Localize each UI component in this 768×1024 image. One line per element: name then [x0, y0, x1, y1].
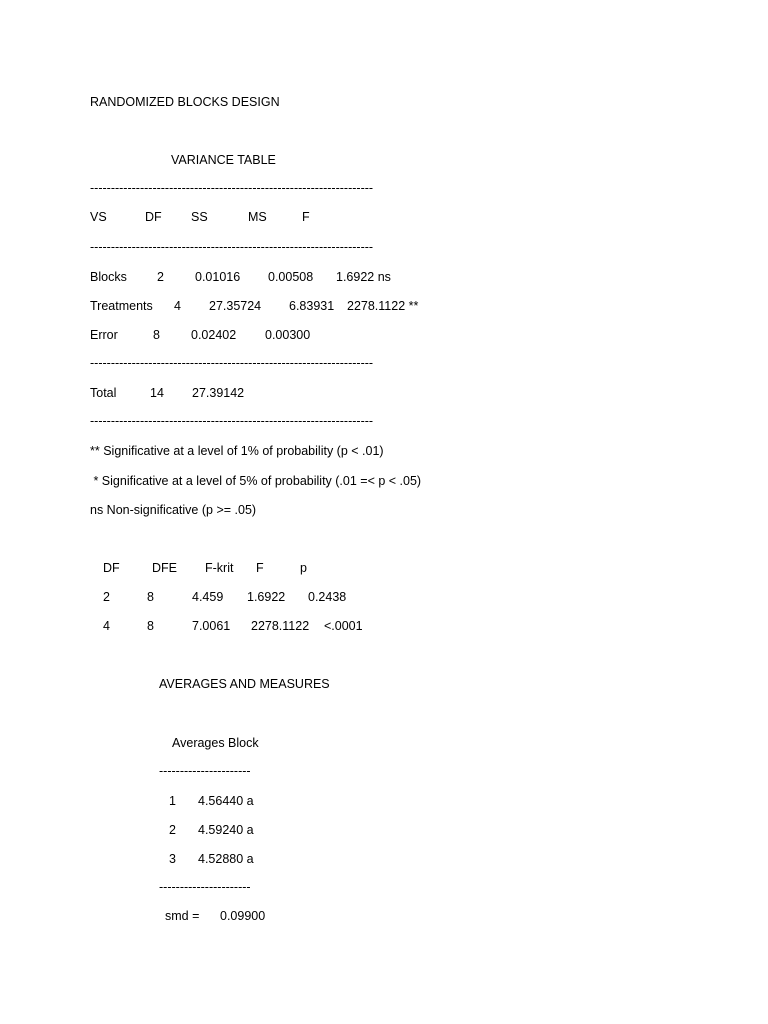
block-average: 4.56440 a — [198, 794, 254, 808]
averages-subheading: Averages Block — [172, 736, 259, 750]
rule-line: -------------------------------------------------------------------- — [90, 181, 374, 195]
row-vs: Treatments — [90, 299, 153, 313]
ftest-cell: 4.459 — [192, 590, 224, 604]
row-f: 2278.1122 ** — [347, 299, 419, 313]
ftest-cell: 7.0061 — [192, 619, 231, 633]
total-ss: 27.39142 — [192, 386, 245, 400]
ftest-cell: 0.2438 — [308, 590, 347, 604]
ftest-cell: 2278.1122 — [251, 619, 310, 633]
total-vs: Total — [90, 386, 117, 400]
ftest-header-f: F — [256, 561, 264, 575]
ftest-header-dfe: DFE — [152, 561, 177, 575]
ftest-cell: 8 — [147, 590, 154, 604]
row-ss: 0.02402 — [191, 328, 237, 342]
significance-note: ns Non-significative (p >= .05) — [90, 503, 257, 517]
rule-line: -------------------------------------------------------------------- — [90, 356, 374, 370]
col-header-ss: SS — [191, 210, 208, 224]
row-df: 2 — [157, 270, 164, 284]
col-header-ms: MS — [248, 210, 267, 224]
ftest-cell: 8 — [147, 619, 154, 633]
block-average: 4.59240 a — [198, 823, 254, 837]
variance-table-heading: VARIANCE TABLE — [171, 153, 276, 167]
col-header-f: F — [302, 210, 310, 224]
significance-note: * Significative at a level of 5% of probability (.01 =< p < .05) — [90, 474, 422, 488]
rule-line: ---------------------- — [159, 880, 251, 894]
row-vs: Error — [90, 328, 118, 342]
rule-line: -------------------------------------------------------------------- — [90, 414, 374, 428]
row-ms: 0.00508 — [268, 270, 314, 284]
averages-heading: AVERAGES AND MEASURES — [159, 677, 330, 691]
document-title: RANDOMIZED BLOCKS DESIGN — [90, 95, 280, 109]
row-df: 8 — [153, 328, 160, 342]
row-df: 4 — [174, 299, 181, 313]
row-f: 1.6922 ns — [336, 270, 391, 284]
ftest-cell: 4 — [103, 619, 110, 633]
ftest-header-fkrit: F-krit — [205, 561, 234, 575]
significance-note: ** Significative at a level of 1% of probability (p < .01) — [90, 444, 384, 458]
block-number: 2 — [169, 823, 176, 837]
row-ss: 0.01016 — [195, 270, 241, 284]
ftest-header-p: p — [300, 561, 307, 575]
row-ms: 0.00300 — [265, 328, 311, 342]
ftest-cell: <.0001 — [324, 619, 363, 633]
col-header-df: DF — [145, 210, 162, 224]
block-number: 1 — [169, 794, 176, 808]
row-vs: Blocks — [90, 270, 127, 284]
ftest-header-df: DF — [103, 561, 120, 575]
col-header-vs: VS — [90, 210, 107, 224]
row-ms: 6.83931 — [289, 299, 335, 313]
rule-line: -------------------------------------------------------------------- — [90, 240, 374, 254]
rule-line: ---------------------- — [159, 764, 251, 778]
smd-value: 0.09900 — [220, 909, 266, 923]
smd-label: smd = — [165, 909, 200, 923]
block-number: 3 — [169, 852, 176, 866]
ftest-cell: 2 — [103, 590, 110, 604]
ftest-cell: 1.6922 — [247, 590, 286, 604]
block-average: 4.52880 a — [198, 852, 254, 866]
row-ss: 27.35724 — [209, 299, 262, 313]
total-df: 14 — [150, 386, 164, 400]
